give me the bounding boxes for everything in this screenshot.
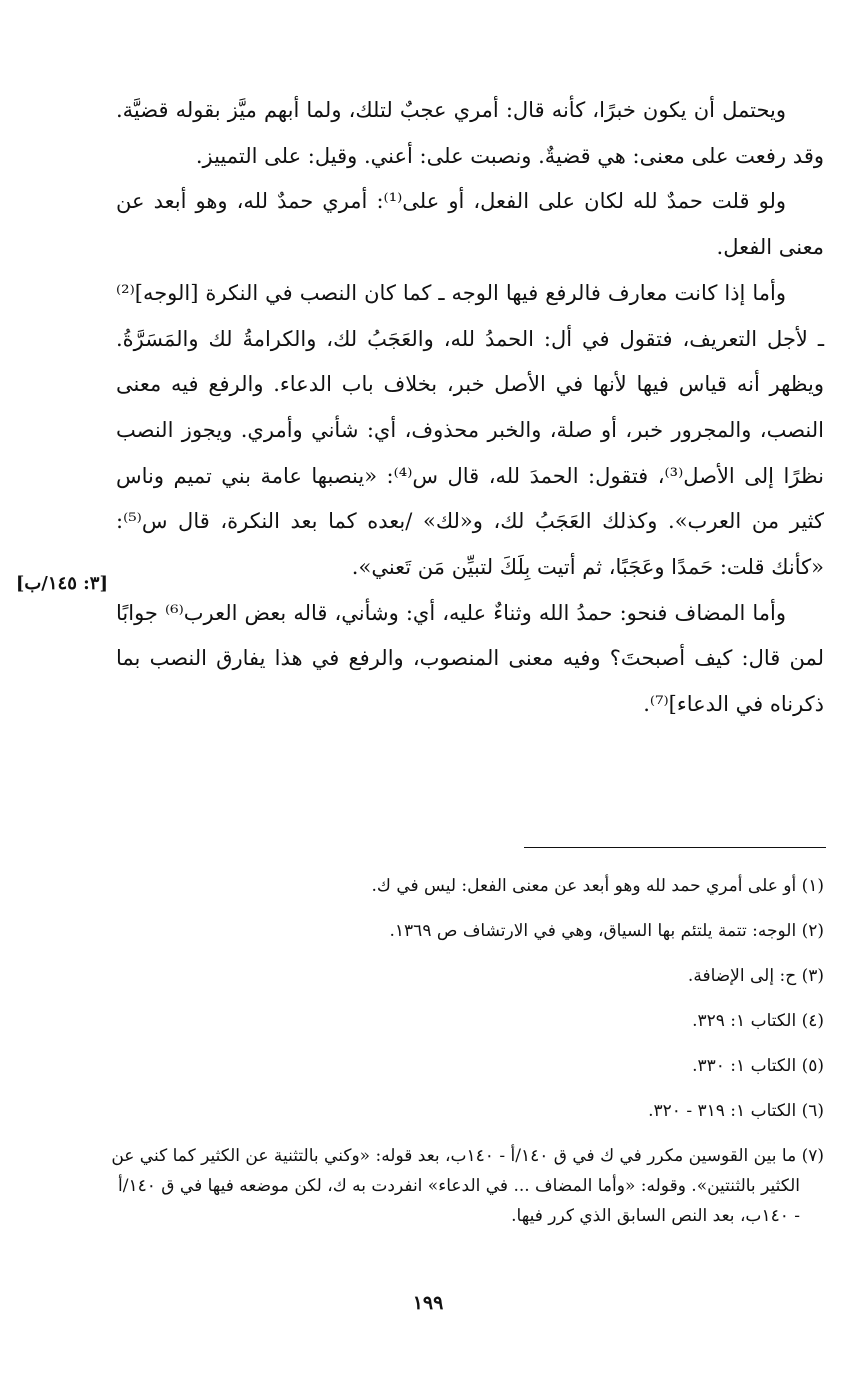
paragraph: ويحتمل أن يكون خبرًا، كأنه قال: أمري عجبٌ لتلك، ولما أبهم ميَّز بقوله قضيَّة. وقد رفعت على معنى: هي قضيةٌ. ونصبت على: أعني. وقيل: على التمييز. — [116, 98, 824, 168]
footnote: (٣) ح: إلى الإضافة. — [687, 966, 824, 986]
page-number: ١٩٩ — [412, 1292, 444, 1314]
footnote-divider — [524, 847, 826, 848]
footnote: (٤) الكتاب ١: ٣٢٩. — [692, 1011, 824, 1031]
margin-reference: [٣: ١٤٥/ب] — [15, 573, 108, 594]
paragraph: وأما المضاف فنحو: حمدُ الله وثناءٌ عليه، أي: وشأني، قاله بعض العرب⁽⁶⁾ جوابًا لمن قال: كيف أصبحتَ؟ وفيه معنى المنصوب، والرفع في هذا يفارق النصب بما ذكرناه في الدعاء]⁽⁷⁾. — [116, 600, 824, 717]
paragraph: ولو قلت حمدٌ لله لكان على الفعل، أو على⁽¹⁾: أمري حمدٌ لله، وهو أبعد عن معنى الفعل. — [116, 189, 824, 260]
footnote: (٦) الكتاب ١: ٣١٩ - ٣٢٠. — [648, 1101, 824, 1121]
paragraph: وأما إذا كانت معارف فالرفع فيها الوجه ـ كما كان النصب في النكرة [الوجه]⁽²⁾ ـ لأجل التعريف، فتقول في أل: الحمدُ لله، والعَجَبُ لك، والكرامةُ لك والمَسَرَّةُ. ويظهر أنه قياس فيها لأنها في الأصل خبر، بخلاف باب الدعاء. والرفع فيه معنى النصب، والمجرور خبر، أو صلة، والخبر محذوف، أي: شأني وأمري. ويجوز النصب نظرًا إلى الأصل⁽³⁾، فتقول: الحمدَ لله، قال س⁽⁴⁾: «ينصبها عامة بني تميم وناس كثير من العرب». وكذلك العَجَبُ لك، و«لك» /بعده كما بعد النكرة، قال س⁽⁵⁾: «كأنك قلت: حَمدًا وعَجَبًا، ثم أتيت بِلَكَ لتبيِّن مَن تَعني». — [116, 280, 824, 580]
footnotes — [108, 871, 824, 1232]
footnote: (٧) ما بين القوسين مكرر في ك في ق ١٤٠/أ - ١٤٠ب، بعد قوله: «وكني بالتثنية عن الكثير كما كني عن الكثير بالثنتين». وقوله: «وأما المضاف ... في الدعاء» انفردت به ك، لكن موضعه فيها في ق ١٤٠/أ - ١٤٠ب، بعد النص السابق الذي كرر فيها. — [111, 1146, 824, 1227]
main-text — [116, 88, 824, 728]
footnote: (٢) الوجه: تتمة يلتئم بها السياق، وهي في الارتشاف ص ١٣٦٩. — [389, 921, 824, 941]
footnote: (١) أو على أمري حمد لله وهو أبعد عن معنى الفعل: ليس في ك. — [371, 876, 824, 896]
footnote: (٥) الكتاب ١: ٣٣٠. — [692, 1056, 824, 1076]
